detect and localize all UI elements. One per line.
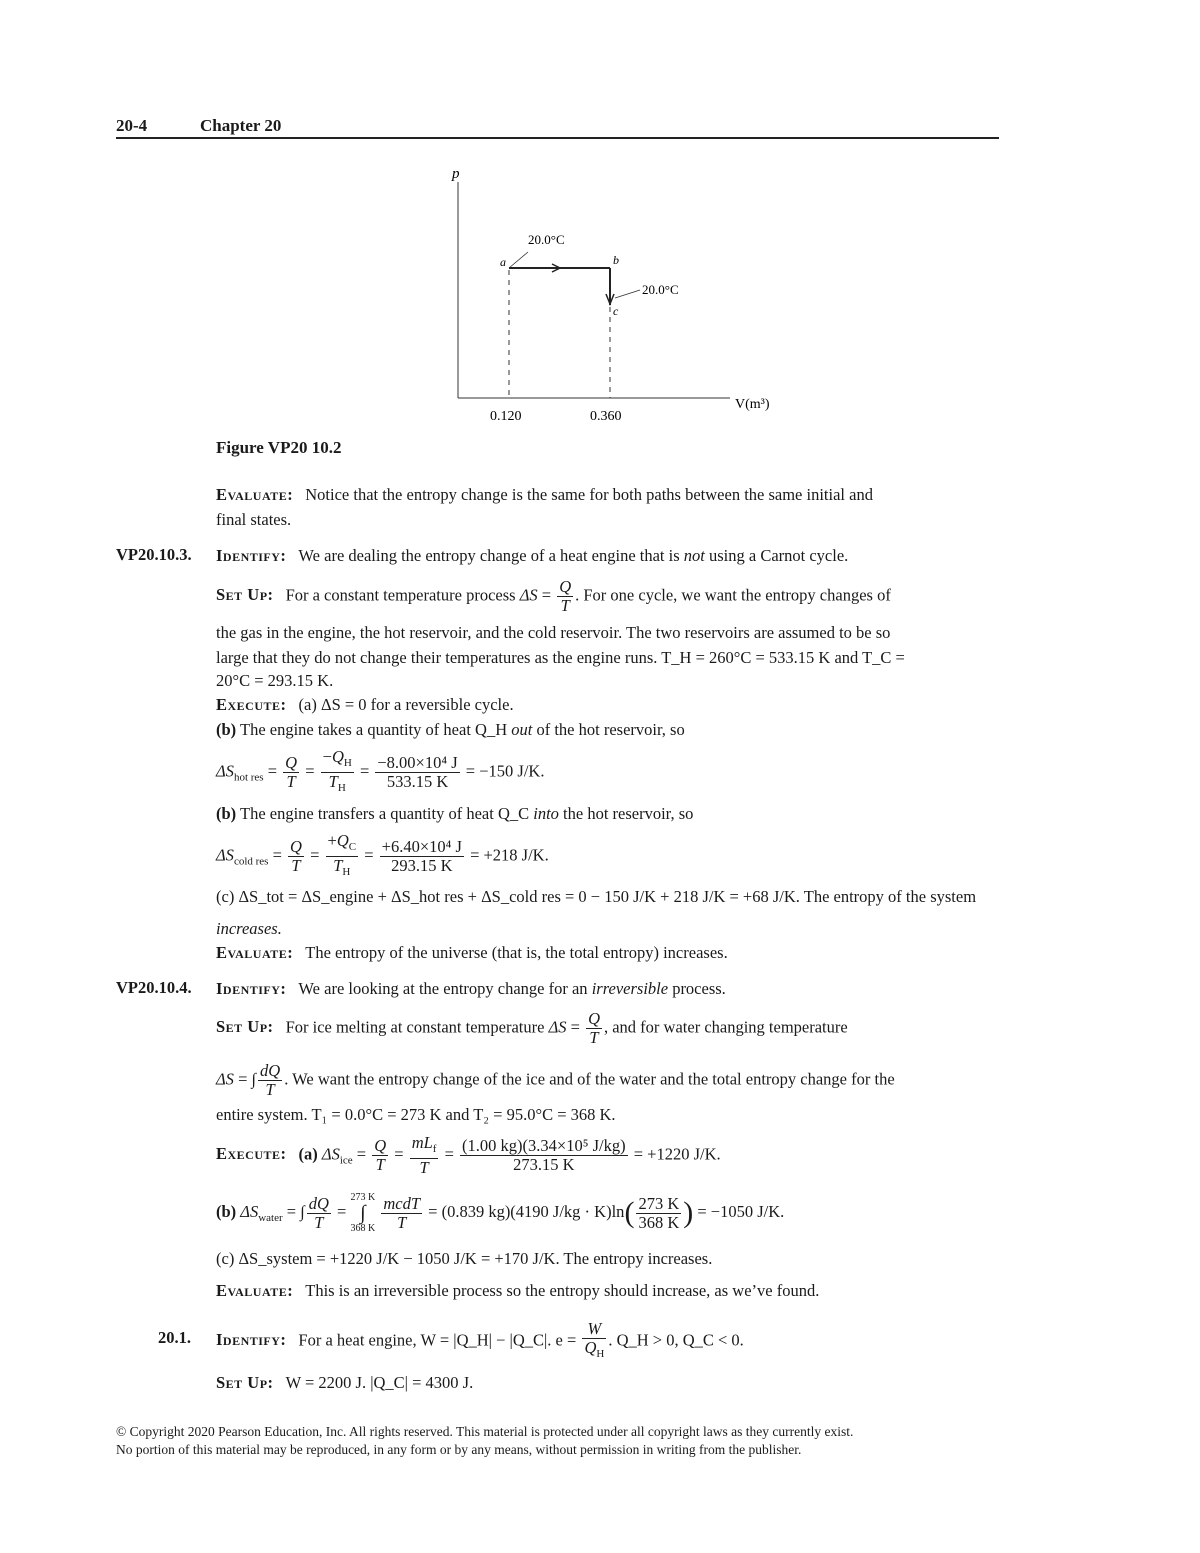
point-b-label: b [613, 253, 619, 267]
vp4-setup-line2: ΔS = ∫ $\frac{dQ}{T}$ . We want the entropy change of the ice and of the water and the total entropy change for the [216, 1061, 895, 1099]
vp4-execute-c: (c) ΔS_system = +1220 J/K − 1050 J/K = +170 J/K. The entropy increases. [216, 1249, 713, 1268]
vp3-setup-line2: the gas in the engine, the hot reservoir, and the cold reservoir. The two reservoirs are assumed to be so [216, 623, 891, 642]
vp4-evaluate: Evaluate: This is an irreversible process so the entropy should increase, as we’ve found. [216, 1281, 820, 1300]
point-c-label: c [613, 304, 619, 318]
leader-ab [509, 252, 528, 268]
eq-hot-reservoir: $\Delta S_{hot res}$ = $\frac{Q}{T}$ = $\frac{-Q_H}{T_H}$ = $\frac{\text{−8.00×10⁴ J}}{533.15 K}$ = −150 J/K. [216, 747, 545, 794]
figure-caption: Figure VP20 10.2 [216, 438, 342, 457]
leader-bc [615, 290, 640, 298]
vp4-execute-a: Execute: (a) $\Delta S_{ice}$ = $\frac{Q}{T}$ = $\frac{mL_f}{T}$ = $\frac{\text{(1.00 kg)(3.34×10⁵ J/kg)}}{273.15 K}$ = +1220 J/K. [216, 1133, 721, 1177]
vp4-setup: Set Up: For ice melting at constant temperature ΔS = $\frac{Q}{T}$ , and for water changing temperature [216, 1009, 848, 1047]
v-axis-label: V(m³) [735, 397, 770, 412]
p-axis-label: p [452, 166, 460, 182]
vp3-execute-b2: (b) The engine transfers a quantity of heat Q_C into the hot reservoir, so [216, 804, 694, 823]
pv-diagram [440, 160, 800, 430]
vp3-setup-line4: 20°C = 293.15 K. [216, 671, 334, 690]
vp4-identify: Identify: We are looking at the entropy change for an irreversible process. [216, 979, 726, 998]
vp2-evaluate-line1: Evaluate: Notice that the entropy change is the same for both paths between the same initial and [216, 485, 873, 504]
temp-bc-label: 20.0°C [642, 282, 679, 297]
vp3-execute-c: (c) ΔS_tot = ΔS_engine + ΔS_hot res + ΔS_cold res = 0 − 150 J/K + 218 J/K = +68 J/K. The entropy of the system [216, 887, 977, 906]
vp2-evaluate-line2: final states. [216, 510, 292, 529]
eq-cold-reservoir: $\Delta S_{cold res}$ = $\frac{Q}{T}$ = $\frac{+Q_C}{T_H}$ = $\frac{\text{+6.40×10⁴ J}}{293.15 K}$ = +218 J/K. [216, 831, 549, 878]
vp3-setup-line3: large that they do not change their temperatures as the engine runs. T_H = 260°C = 533.15 K and T_C = [216, 648, 905, 667]
vp4-execute-b: (b) $\Delta S_{water}$ = ∫ $\frac{dQ}{T}$ = 273 K ∫ 368 K $\frac{\text{mcdT}}{T}$ = (0.839 kg)(4190 J/kg · K)ln( $\frac{273 K}{368 K}$ ) = −1050 J/K. [216, 1192, 785, 1234]
vp4-setup-line3: entire system. T₁ = 0.0°C = 273 K and T₂ = 95.0°C = 368 K. [216, 1105, 616, 1124]
copyright-line1: © Copyright 2020 Pearson Education, Inc. All rights reserved. This material is protected under all copyright laws as they currently exist. [116, 1424, 854, 1439]
p201-identify: Identify: For a heat engine, W = |Q_H| − |Q_C|. e = $\frac{W}{Q_H}$ . Q_H > 0, Q_C < 0. [216, 1319, 744, 1360]
tick-label-0120: 0.120 [490, 409, 522, 424]
p201-setup: Set Up: W = 2200 J. |Q_C| = 4300 J. [216, 1373, 474, 1392]
vp3-setup: Set Up: For a constant temperature process ΔS = $\frac{Q}{T}$ . For one cycle, we want the entropy changes of [216, 577, 891, 615]
problem-number-vp3: VP20.10.3. [116, 545, 192, 564]
problem-number-vp4: VP20.10.4. [116, 978, 192, 997]
vp3-execute-b: (b) The engine takes a quantity of heat Q_H out of the hot reservoir, so [216, 720, 685, 739]
problem-number-20-1: 20.1. [158, 1328, 191, 1347]
temp-ab-label: 20.0°C [528, 232, 565, 247]
vp3-evaluate: Evaluate: The entropy of the universe (that is, the total entropy) increases. [216, 943, 728, 962]
vp3-identify: Identify: We are dealing the entropy change of a heat engine that is not using a Carnot cycle. [216, 546, 849, 565]
header-rule [116, 137, 999, 139]
tick-label-0360: 0.360 [590, 409, 622, 424]
q-over-t-fraction: $\frac{Q}{T}$ [559, 577, 572, 615]
chapter-title: Chapter 20 [200, 116, 282, 135]
point-a-label: a [500, 255, 506, 269]
vp3-execute-a: Execute: (a) ΔS = 0 for a reversible cycle. [216, 695, 514, 714]
vp3-execute-c-line2: increases. [216, 919, 282, 938]
copyright-line2: No portion of this material may be reproduced, in any form or by any means, without permission in writing from the publisher. [116, 1442, 802, 1457]
page-number: 20-4 [116, 116, 148, 135]
